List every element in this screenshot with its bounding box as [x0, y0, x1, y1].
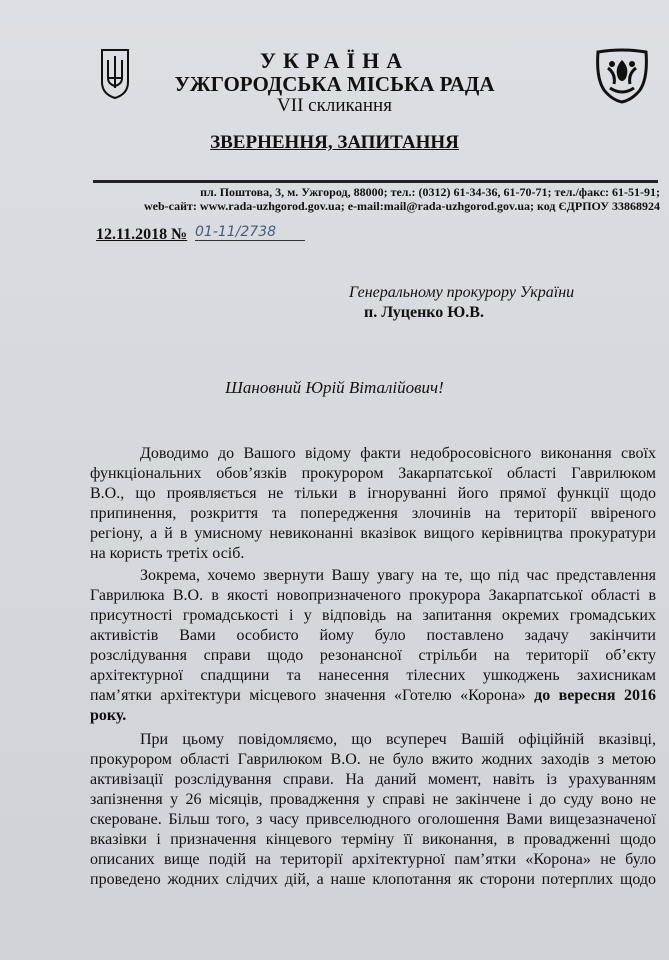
contact-line: web-сайт: www.rada-uzhgorod.gov.ua; e-mail:mail@rada-uzhgorod.gov.ua; код ЄДРПОУ 33868924 — [143, 199, 660, 213]
text-line: розслідування справи щодо резонансної стрільби на території об’єкту — [90, 647, 656, 664]
header-council: УЖГОРОДСЬКА МІСЬКА РАДА — [174, 72, 495, 96]
text-line: Доводимо до Вашого відому факти недобросовісного виконання своїх — [140, 445, 656, 462]
deadline-text-end: року. — [90, 707, 127, 724]
text-line: архітектурної спадщини та нанесення тілесних ушкоджень захисникам — [90, 667, 656, 684]
text-line: Зокрема, хочемо звернути Вашу увагу на те, що під час представлення — [140, 567, 656, 584]
text-line: припинення, розкриття та попередження злочинів на території ввіреного — [90, 505, 656, 522]
header-country: УКРАЇНА — [259, 48, 410, 73]
text-line: активістів Вами особисто йому було поставлено задачу закінчити — [90, 627, 656, 644]
text-line: присутності громадськості і у відповідь на запитання окремих громадських — [90, 607, 656, 624]
text-line: В.О., що проявляється не тільки в ігноруванні його прямої функції щодо — [90, 485, 656, 502]
recipient-name: п. Луценко Ю.В. — [364, 304, 484, 321]
salutation: Шановний Юрій Віталійович! — [225, 378, 444, 397]
text-line: на користь третіх осіб. — [90, 545, 245, 562]
paragraph-3 — [90, 730, 656, 890]
text-line — [90, 686, 656, 706]
text-line: регіону, а й в умисному невиконанні вказівок вищого керівництва прокуратури — [90, 525, 656, 542]
text-fragment: пам’ятки архітектури місцевого значення «Готелю «Корона» — [90, 687, 535, 704]
recipient-title: Генеральному прокурору України — [349, 284, 575, 301]
registration-number: 01-11/2738 — [195, 224, 305, 241]
document-type: ЗВЕРНЕННЯ, ЗАПИТАННЯ — [210, 132, 459, 153]
text-line: При цьому повідомляємо, що всупереч Вашій офіційній вказівці, — [140, 731, 656, 748]
text-line: описаних вище подій на території архітектурної пам’ятки «Корона» не було — [90, 851, 656, 868]
deadline-text: до вересня 2016 — [534, 687, 656, 704]
text-line: активізації розслідування справи. На даний момент, навіть із урахуванням — [90, 771, 656, 788]
text-line: проведено жодних слідчих дій, а наше клопотання як сторони потерплих щодо — [90, 871, 656, 888]
header-convocation: VII скликання — [277, 95, 392, 116]
text-line: скероване. Більш того, з часу привселюдного оголошення Вами вищезазначеної — [90, 811, 656, 828]
document-date: 12.11.2018 № — [96, 226, 188, 243]
paragraph-1 — [90, 444, 656, 564]
text-line: Гаврилюка В.О. в якості новопризначеного прокурора Закарпатської області в — [90, 587, 656, 604]
text-line: функціональних обов’язків прокурором Закарпатської області Гаврилюком — [90, 465, 656, 482]
address-line: пл. Поштова, 3, м. Ужгород, 88000; тел.: (0312) 61-34-36, 61-70-71; тел./факс: 61-51-91; — [200, 185, 660, 199]
header-divider — [93, 180, 658, 183]
text-line: запізнення у 26 місяців, провадження у справі не закінчене і до суду воно не — [90, 791, 656, 808]
text-line: вказівки і призначення кінцевого терміну її виконання, в провадженні щодо — [90, 831, 656, 848]
paragraph-2 — [90, 566, 656, 726]
text-line: прокурором області Гаврилюком В.О. не було вжито жодних заходів з метою — [90, 751, 656, 768]
